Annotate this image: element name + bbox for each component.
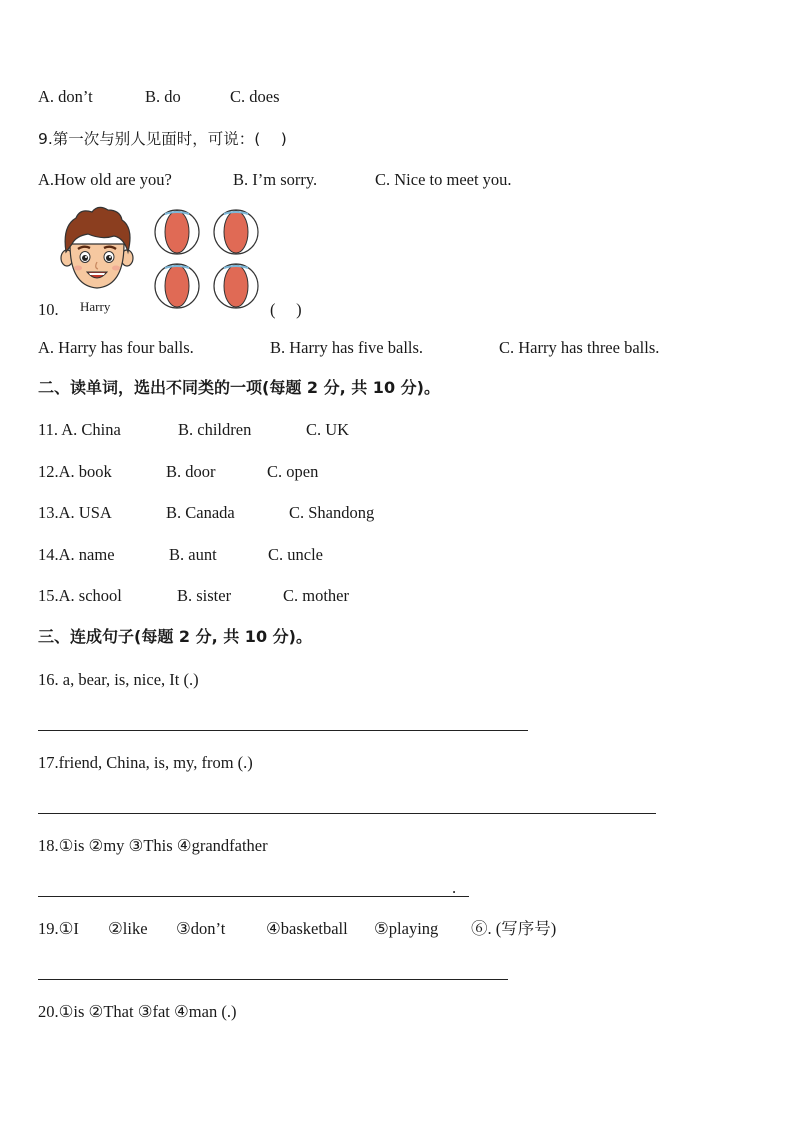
q12-option-c: C. open [267,462,319,481]
q13-option-c: C. Shandong [289,503,375,522]
q17-stem: 17.friend, China, is, my, from (.) [38,753,253,772]
q14-option-c: C. uncle [268,545,323,564]
q14-option-b: B. aunt [169,545,217,564]
q19-answer-line[interactable] [38,979,508,980]
q13-option-b: B. Canada [166,503,235,522]
balls-illustration [152,207,264,311]
q18-period: . [452,878,457,897]
q16-answer-line[interactable] [38,730,528,731]
q15-option-a: 15.A. school [38,586,122,605]
q8-option-c: C. does [230,87,280,106]
q19-part-2: ②like [108,919,148,938]
section-2-title: 二、读单词，选出不同类的一项(每题 2 分, 共 10 分)。 [38,378,440,397]
q11-option-a: 11. A. China [38,420,121,439]
q8-option-b: B. do [145,87,181,106]
q9-stem: 9.第一次与别人见面时，可说：( ) [38,130,287,148]
q19-part-3: ③don’t [176,919,226,938]
q10-option-c: C. Harry has three balls. [499,338,660,357]
q15-option-c: C. mother [283,586,349,605]
q12-option-b: B. door [166,462,216,481]
q10-option-b: B. Harry has five balls. [270,338,424,357]
ball-icon [155,210,199,254]
q9-option-a: A.How old are you? [38,170,172,189]
ball-icon [214,210,258,254]
q11-option-c: C. UK [306,420,350,439]
q13-option-a: 13.A. USA [38,503,112,522]
q10-number: 10. [38,300,59,319]
q19-part-6: ⑥. (写序号) [471,919,557,938]
q19-part-5: ⑤playing [374,919,439,938]
ball-icon [155,264,199,308]
q14-option-a: 14.A. name [38,545,115,564]
q9-option-b: B. I’m sorry. [233,170,318,189]
q10-option-a: A. Harry has four balls. [38,338,194,357]
q19-part-1: 19.①I [38,919,79,938]
q9-option-c: C. Nice to meet you. [375,170,512,189]
q15-option-b: B. sister [177,586,232,605]
q11-option-b: B. children [178,420,252,439]
q20-stem: 20.①is ②That ③fat ④man (.) [38,1002,237,1021]
q12-option-a: 12.A. book [38,462,112,481]
q18-stem: 18.①is ②my ③This ④grandfather [38,836,268,855]
harry-label: Harry [80,299,111,314]
q8-option-a: A. don’t [38,87,93,106]
ball-icon [214,264,258,308]
q18-answer-line[interactable] [38,896,469,897]
section-3-title: 三、连成句子(每题 2 分, 共 10 分)。 [38,627,312,646]
q17-answer-line[interactable] [38,813,656,814]
boy-illustration [58,204,136,296]
q10-answer-paren: ( ) [270,300,302,319]
q19-part-4: ④basketball [266,919,348,938]
q16-stem: 16. a, bear, is, nice, It (.) [38,670,199,689]
